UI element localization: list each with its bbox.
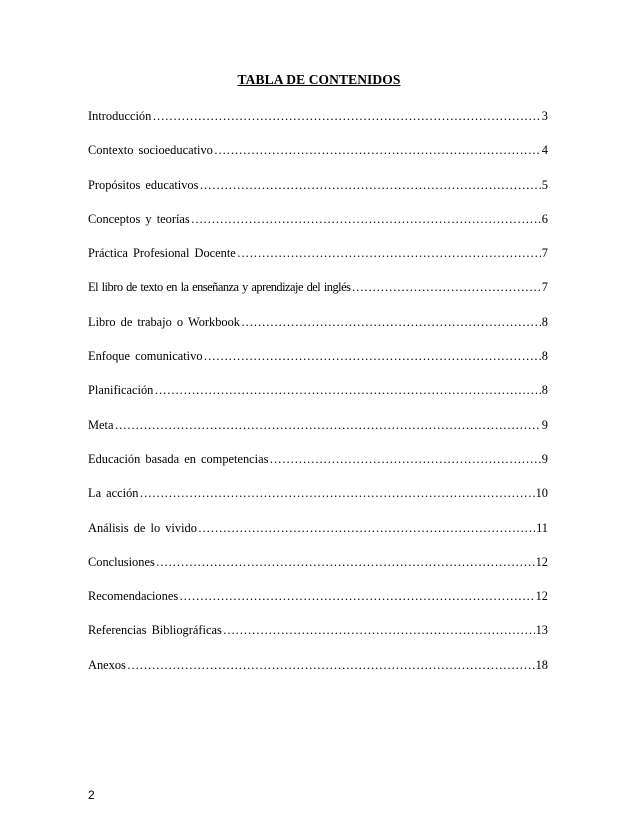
toc-leader-dots xyxy=(237,245,541,261)
toc-entry-page: 9 xyxy=(541,417,548,432)
toc-leader-dots xyxy=(140,485,535,501)
toc-entry-referencias-bibliograficas xyxy=(88,622,548,656)
toc-entry-page: 11 xyxy=(536,520,548,535)
toc-entry-page: 18 xyxy=(535,657,548,672)
toc-leader-dots xyxy=(179,588,534,604)
toc-entry-page: 8 xyxy=(541,383,548,398)
toc-entry-label: Introducción xyxy=(88,109,152,123)
toc-leader-dots xyxy=(198,520,535,536)
toc-entry-recomendaciones xyxy=(88,588,548,622)
toc-entry-anexos xyxy=(88,657,548,691)
toc-entry-practica-profesional-docente xyxy=(88,245,548,279)
toc-entry-label: Educación basada en competencias xyxy=(88,451,269,466)
toc-leader-dots xyxy=(152,108,540,124)
toc-entry-page: 3 xyxy=(541,109,548,123)
table-of-contents xyxy=(88,108,548,691)
toc-entry-page: 13 xyxy=(535,623,548,638)
toc-entry-la-accion xyxy=(88,485,548,519)
toc-entry-label: Conclusiones xyxy=(88,554,155,569)
toc-entry-analisis-de-lo-vivido xyxy=(88,520,548,554)
toc-entry-libro-de-trabajo xyxy=(88,314,548,348)
toc-entry-meta xyxy=(88,417,548,451)
toc-leader-dots xyxy=(269,451,540,467)
toc-leader-dots xyxy=(223,622,535,638)
toc-entry-enfoque-comunicativo xyxy=(88,348,548,382)
toc-leader-dots xyxy=(204,348,541,364)
toc-entry-label: Propósitos educativos xyxy=(88,177,199,192)
toc-entry-page: 7 xyxy=(541,280,548,295)
toc-entry-conceptos-y-teorias xyxy=(88,211,548,245)
toc-entry-page: 12 xyxy=(535,589,548,604)
toc-entry-label: Anexos xyxy=(88,657,126,672)
toc-entry-educacion-basada-en-competencias xyxy=(88,451,548,485)
toc-entry-page: 6 xyxy=(541,211,548,226)
toc-entry-propositos-educativos xyxy=(88,177,548,211)
toc-entry-label: Análisis de lo vivido xyxy=(88,520,197,535)
toc-entry-label: El libro de texto en la enseñanza y aprendizaje del inglés xyxy=(88,280,351,295)
toc-entry-label: Libro de trabajo o Workbook xyxy=(88,314,240,329)
toc-entry-page: 12 xyxy=(535,554,548,569)
toc-entry-label: Práctica Profesional Docente xyxy=(88,246,236,261)
toc-leader-dots xyxy=(241,314,541,330)
toc-entry-page: 10 xyxy=(535,486,548,501)
toc-entry-label: La acción xyxy=(88,486,139,501)
toc-entry-page: 8 xyxy=(541,314,548,329)
toc-entry-page: 9 xyxy=(541,451,548,466)
toc-entry-label: Conceptos y teorías xyxy=(88,211,190,226)
toc-leader-dots xyxy=(191,211,541,227)
page-number: 2 xyxy=(88,788,95,802)
toc-entry-page: 8 xyxy=(541,349,548,364)
toc-entry-page: 7 xyxy=(541,246,548,261)
toc-entry-page: 4 xyxy=(541,143,548,158)
toc-entry-libro-de-texto xyxy=(88,279,548,313)
toc-entry-label: Enfoque comunicativo xyxy=(88,349,203,364)
toc-leader-dots xyxy=(127,657,535,673)
toc-leader-dots xyxy=(214,142,541,158)
toc-entry-conclusiones xyxy=(88,554,548,588)
toc-leader-dots xyxy=(351,279,540,295)
toc-leader-dots xyxy=(156,554,535,570)
toc-entry-page: 5 xyxy=(541,177,548,192)
toc-entry-label: Referencias Bibliográficas xyxy=(88,623,222,638)
toc-entry-label: Planificación xyxy=(88,383,154,398)
toc-entry-contexto-socioeducativo xyxy=(88,142,548,176)
toc-entry-planificacion xyxy=(88,382,548,416)
toc-entry-introduccion xyxy=(88,108,548,142)
toc-entry-label: Recomendaciones xyxy=(88,589,179,604)
toc-leader-dots xyxy=(114,417,540,433)
toc-leader-dots xyxy=(154,382,540,398)
toc-entry-label: Contexto socioeducativo xyxy=(88,143,213,158)
toc-leader-dots xyxy=(199,177,540,193)
page-title: TABLA DE CONTENIDOS xyxy=(237,72,401,87)
toc-entry-label: Meta xyxy=(88,417,114,432)
